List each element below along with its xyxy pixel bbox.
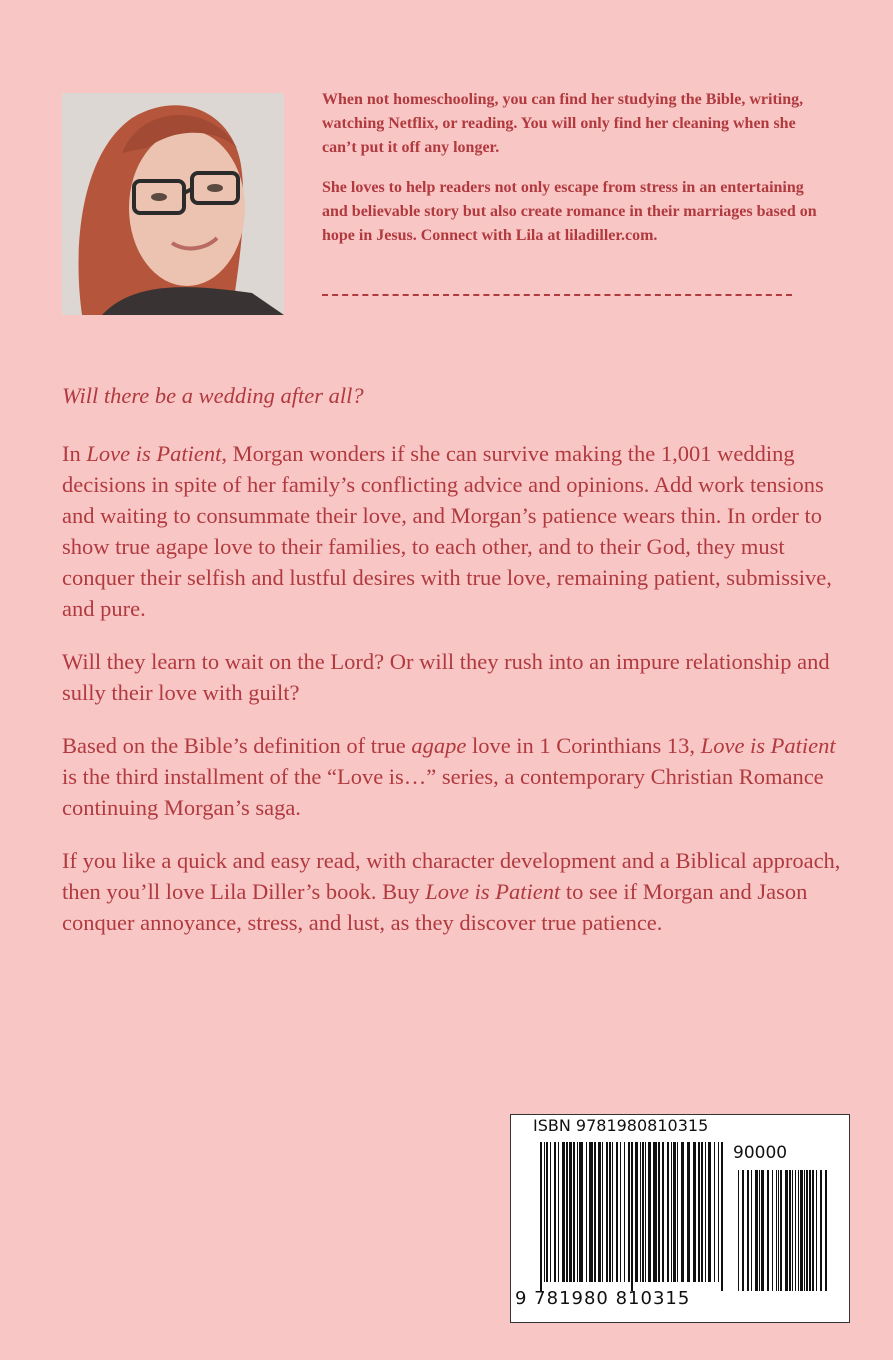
addon-bar <box>806 1170 808 1291</box>
addon-bar <box>751 1170 752 1291</box>
addon-bar <box>747 1170 749 1291</box>
addon-bar <box>820 1170 822 1291</box>
barcode-bar <box>579 1142 583 1282</box>
addon-bar <box>825 1170 827 1291</box>
barcode-bar <box>673 1142 676 1282</box>
barcode-bar <box>606 1142 608 1282</box>
addon-bar <box>809 1170 811 1291</box>
addon-bar <box>798 1170 799 1291</box>
bio-paragraph-2: She loves to help readers not only escape from stress in an entertaining and believable story but also create romance in their marriages based on hope in Jesus. Connect with Lila at liladiller.com. <box>322 179 817 244</box>
barcode-bar <box>667 1142 669 1282</box>
barcode-bar <box>566 1142 568 1282</box>
author-bio <box>322 88 822 264</box>
author-portrait-image <box>62 93 284 315</box>
addon-bar <box>761 1170 764 1291</box>
price-code: 90000 <box>733 1143 788 1163</box>
addon-bar <box>759 1170 760 1291</box>
addon-bar <box>804 1170 805 1291</box>
p3-text-b: love in 1 Corinthians 13, <box>466 733 701 758</box>
barcode-bar <box>671 1142 672 1282</box>
addon-bar <box>776 1170 777 1291</box>
p3-text-c: is the third installment of the “Love is…” series, a contemporary Christian Romance continuing Morgan’s saga. <box>62 764 824 820</box>
addon-bar <box>800 1170 803 1291</box>
barcode-bar <box>693 1142 696 1282</box>
addon-bar <box>812 1170 814 1291</box>
p3-text-a: Based on the Bible’s definition of true <box>62 733 412 758</box>
addon-bar <box>755 1170 758 1291</box>
barcode-bar <box>586 1142 587 1282</box>
barcode-bar <box>631 1142 633 1291</box>
barcode-bar <box>554 1142 556 1282</box>
addon-bar <box>772 1170 773 1291</box>
addon-bar <box>780 1170 782 1291</box>
barcode-bar <box>620 1142 621 1282</box>
barcode-bar <box>705 1142 706 1282</box>
blurb-paragraph-3 <box>62 730 842 823</box>
barcode-bar <box>624 1142 625 1282</box>
barcode-bar <box>540 1142 542 1291</box>
addon-bar <box>738 1170 739 1291</box>
barcode-bar <box>635 1142 638 1282</box>
barcode-bar <box>645 1142 646 1282</box>
barcode-bar <box>718 1142 719 1282</box>
p4-text-a: If you like a quick and easy read, with character development and a Biblical approach, then you’ll love Lila Diller’s book. Buy <box>62 848 841 904</box>
barcode-bar <box>594 1142 596 1282</box>
book-title: Love is Patient <box>86 441 222 466</box>
barcode-bar <box>658 1142 660 1282</box>
barcode-bar <box>708 1142 711 1282</box>
barcode-bar <box>642 1142 644 1282</box>
tagline: Will there be a wedding after all? <box>62 383 364 408</box>
agape-word: agape <box>411 733 467 758</box>
p1-text-b: , Morgan wonders if she can survive making the 1,001 wedding decisions in spite of her family’s conflicting advice and opinions. Add work tensions and waiting to consummate their love, and Morgan’s patience wears thin. In order to show true agape love to their families, to each other, and to their God, they must conquer their selfish and lustful desires with true love, remaining patient, submissive, and pure. <box>62 441 832 621</box>
bio-divider <box>322 294 792 296</box>
barcode-bar <box>653 1142 657 1282</box>
barcode-bar <box>677 1142 678 1282</box>
barcode-bar <box>577 1142 578 1282</box>
barcode-bar <box>648 1142 651 1282</box>
addon-bar <box>795 1170 796 1291</box>
addon-bar <box>767 1170 769 1291</box>
addon-bar <box>789 1170 791 1291</box>
barcode-bar <box>544 1142 545 1282</box>
isbn-label: ISBN 9781980810315 <box>533 1116 709 1135</box>
barcode-bar <box>589 1142 593 1282</box>
blurb-paragraph-4 <box>62 845 842 938</box>
barcode-bar <box>562 1142 565 1282</box>
barcode-bars <box>518 1136 838 1291</box>
barcode-bar <box>701 1142 703 1282</box>
barcode-digits: 9 781980 810315 <box>515 1288 691 1309</box>
barcode-bar <box>598 1142 601 1282</box>
blurb-paragraph-1 <box>62 438 842 624</box>
p1-text-a: In <box>62 441 87 466</box>
barcode-bar <box>628 1142 630 1282</box>
book-title: Love is Patient <box>700 733 836 758</box>
addon-bar <box>792 1170 793 1291</box>
barcode-bar <box>698 1142 700 1282</box>
barcode-bar <box>662 1142 664 1282</box>
barcode-bar <box>612 1142 613 1282</box>
barcode-bar <box>640 1142 641 1282</box>
barcode-bar <box>550 1142 551 1282</box>
barcode-bar <box>616 1142 618 1282</box>
blurb-paragraph-2: Will they learn to wait on the Lord? Or will they rush into an impure relationship and sully their love with guilt? <box>62 649 830 705</box>
addon-bar <box>778 1170 779 1291</box>
barcode-bar <box>714 1142 715 1282</box>
barcode-bar <box>681 1142 684 1282</box>
bio-paragraph-1: When not homeschooling, you can find her studying the Bible, writing, watching Netflix, or reading. You will only find her cleaning when she can’t put it off any longer. <box>322 91 804 156</box>
book-title: Love is Patient <box>425 879 561 904</box>
barcode-bar <box>546 1142 548 1282</box>
addon-bar <box>816 1170 817 1291</box>
barcode-bar <box>721 1142 723 1291</box>
barcode-bar <box>573 1142 575 1282</box>
barcode-bar <box>609 1142 611 1282</box>
back-cover-blurb <box>62 380 842 960</box>
addon-bar <box>785 1170 788 1291</box>
author-photo <box>62 93 284 315</box>
barcode-bar <box>558 1142 559 1282</box>
barcode-bar <box>602 1142 603 1282</box>
addon-bar <box>742 1170 744 1291</box>
p4-text-b: to see if Morgan and Jason conquer annoyance, stress, and lust, as they discover true patience. <box>62 879 808 935</box>
barcode-bar <box>569 1142 572 1282</box>
barcode-bar <box>687 1142 690 1282</box>
